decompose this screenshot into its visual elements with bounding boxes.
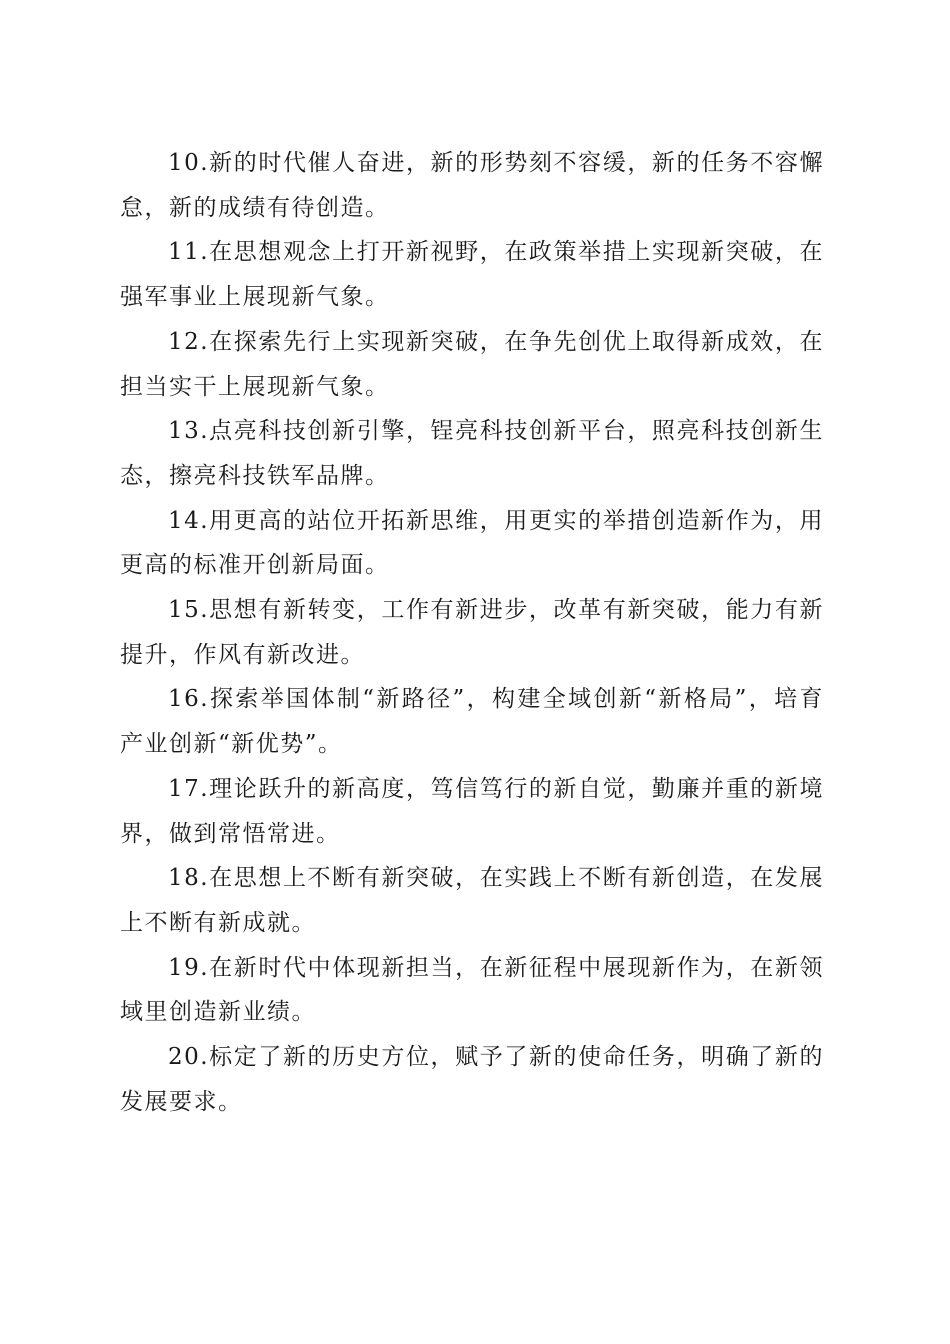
paragraph-18: 18.在思想上不断有新突破，在实践上不断有新创造，在发展上不断有新成就。 [120, 865, 824, 936]
paragraph-14: 14.用更高的站位开拓新思维，用更实的举措创造新作为，用更高的标准开创新局面。 [120, 507, 824, 579]
paragraph-11: 11.在思想观念上打开新视野，在政策举措上实现新突破，在强军事业上展现新气象。 [120, 239, 824, 311]
paragraph-10: 10.新的时代催人奋进，新的形势刻不容缓，新的任务不容懈怠，新的成绩有待创造。 [120, 150, 824, 221]
paragraph-20: 20.标定了新的历史方位，赋予了新的使命任务，明确了新的发展要求。 [120, 1044, 824, 1115]
paragraph-12: 12.在探索先行上实现新突破，在争先创优上取得新成效，在担当实干上展现新气象。 [120, 328, 824, 400]
paragraph-17: 17.理论跃升的新高度，笃信笃行的新自觉，勤廉并重的新境界，做到常悟常进。 [120, 775, 824, 847]
paragraph-19: 19.在新时代中体现新担当，在新征程中展现新作为，在新领域里创造新业绩。 [120, 954, 824, 1026]
paragraph-15: 15.思想有新转变，工作有新进步，改革有新突破，能力有新提升，作风有新改进。 [120, 597, 824, 668]
paragraph-13: 13.点亮科技创新引擎，锃亮科技创新平台，照亮科技创新生态，擦亮科技铁军品牌。 [120, 418, 824, 489]
document-body [120, 141, 824, 1124]
paragraph-16: 16.探索举国体制“新路径”，构建全域创新“新格局”，培育产业创新“新优势”。 [120, 686, 824, 758]
